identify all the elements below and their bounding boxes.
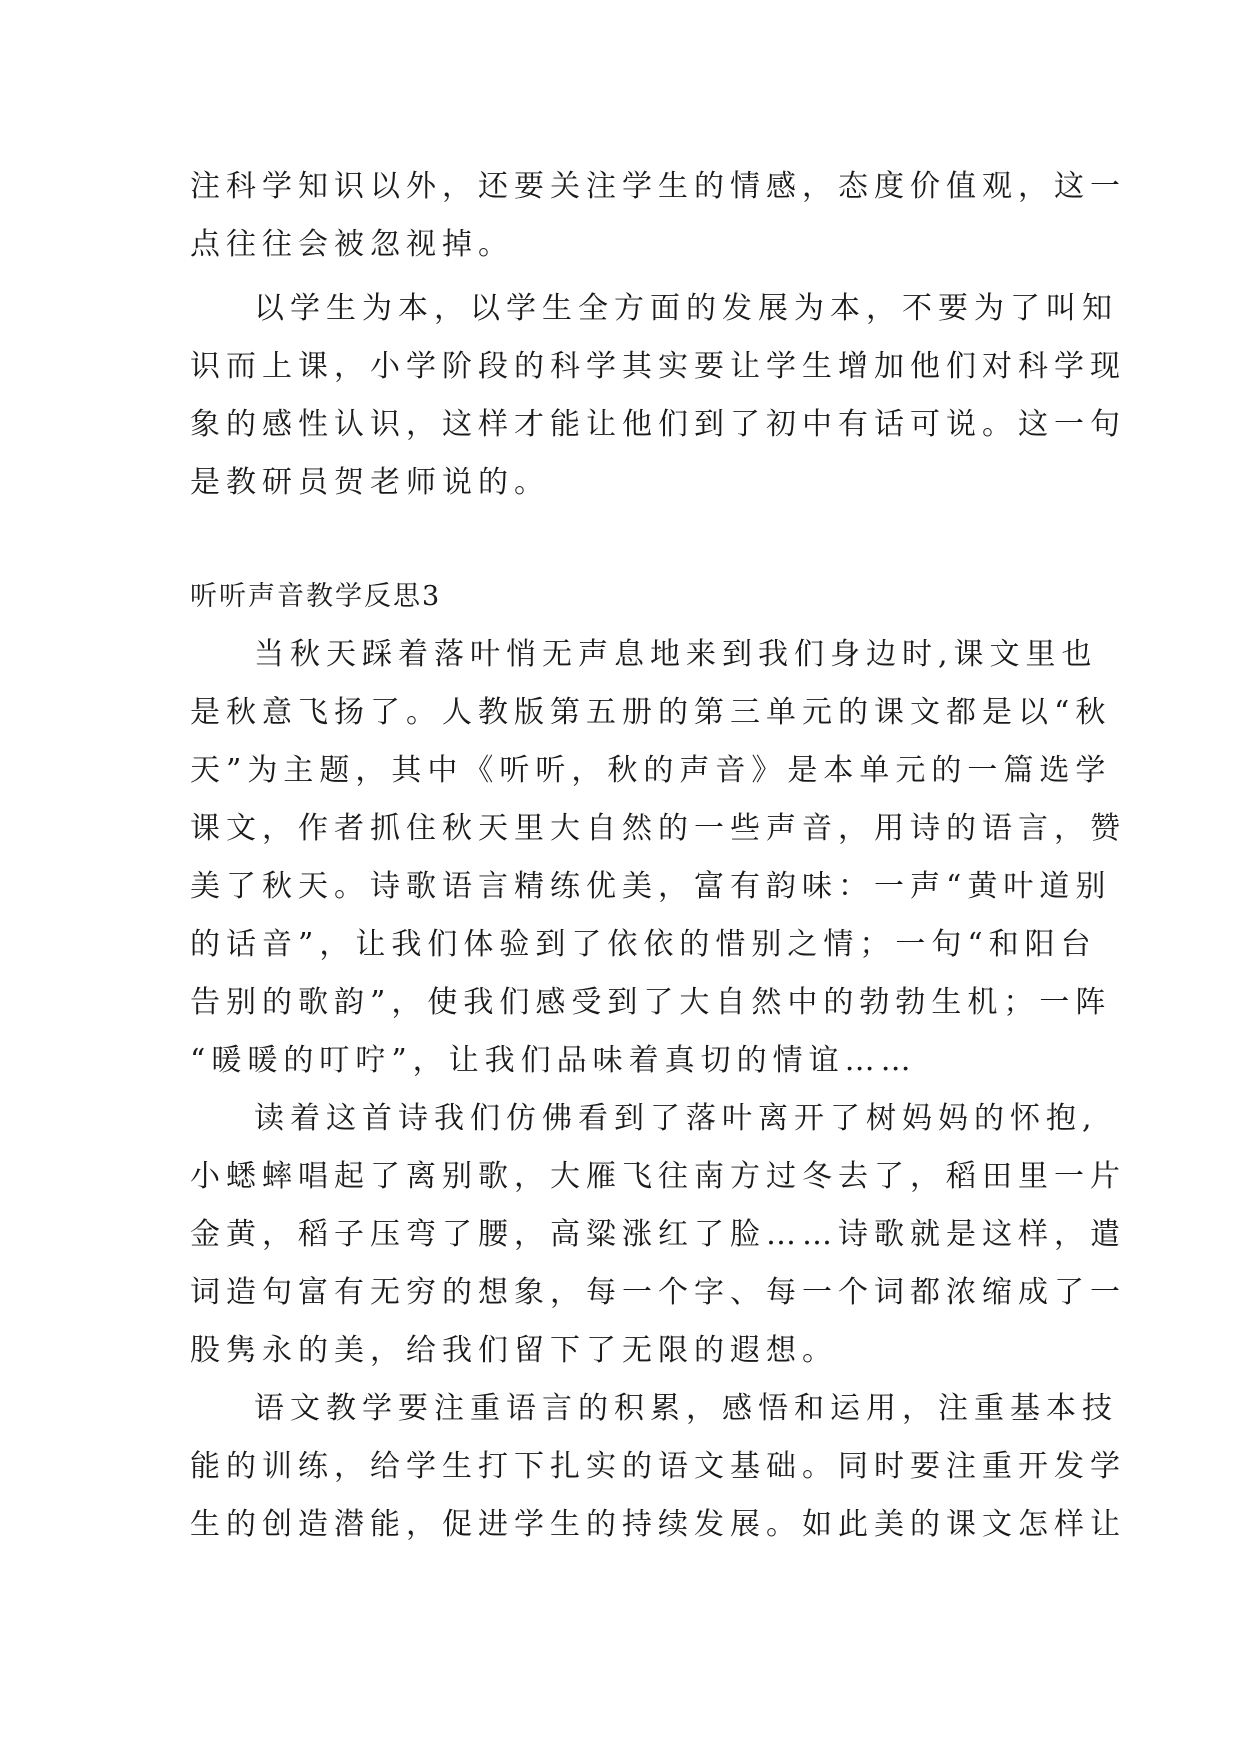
text-line: 小蟋蟀唱起了离别歌，大雁飞往南方过冬去了，稻田里一片: [190, 1159, 1126, 1194]
document-body: [190, 158, 1126, 1554]
text-line: 美了秋天。诗歌语言精练优美，富有韵味：一声“黄叶道别: [190, 869, 1112, 904]
section-title: 听听声音教学反思3: [190, 581, 442, 612]
text-line: 的话音”，让我们体验到了依依的惜别之情；一句“和阳台: [190, 927, 1097, 962]
section-heading: [190, 568, 1052, 626]
paragraph-continued: [190, 158, 1126, 274]
text-line: 读着这首诗我们仿佛看到了落叶离开了树妈妈的怀抱,: [254, 1101, 1098, 1136]
text-line: 象的感性认识，这样才能让他们到了初中有话可说。这一句: [190, 407, 1126, 442]
text-line: 当秋天踩着落叶悄无声息地来到我们身边时,课文里也: [254, 637, 1098, 672]
text-line: “暖暖的叮咛”，让我们品味着真切的情谊……: [190, 1043, 917, 1078]
text-line: 金黄，稻子压弯了腰，高粱涨红了脸……诗歌就是这样，遣: [190, 1217, 1126, 1252]
text-line: 课文，作者抓住秋天里大自然的一些声音，用诗的语言，赞: [190, 811, 1126, 846]
section-spacer: [190, 512, 1052, 568]
text-line: 注科学知识以外，还要关注学生的情感，态度价值观，这一: [190, 169, 1126, 204]
text-line: 词造句富有无穷的想象，每一个字、每一个词都浓缩成了一: [190, 1275, 1126, 1310]
text-line: 以学生为本，以学生全方面的发展为本，不要为了叫知: [254, 291, 1118, 326]
paragraph: [190, 280, 1126, 512]
paragraph: [190, 1090, 1126, 1380]
text-line: 天”为主题，其中《听听，秋的声音》是本单元的一篇选学: [190, 753, 1112, 788]
text-line: 是教研员贺老师说的。: [190, 465, 550, 500]
text-line: 股隽永的美，给我们留下了无限的遐想。: [190, 1333, 838, 1368]
text-line: 识而上课，小学阶段的科学其实要让学生增加他们对科学现: [190, 349, 1126, 384]
text-line: 生的创造潜能，促进学生的持续发展。如此美的课文怎样让: [190, 1507, 1126, 1542]
text-line: 能的训练，给学生打下扎实的语文基础。同时要注重开发学: [190, 1449, 1126, 1484]
text-line: 语文教学要注重语言的积累，感悟和运用，注重基本技: [254, 1391, 1118, 1426]
paragraph: [190, 1380, 1126, 1554]
text-line: 是秋意飞扬了。人教版第五册的第三单元的课文都是以“秋: [190, 695, 1112, 730]
text-line: 告别的歌韵”，使我们感受到了大自然中的勃勃生机；一阵: [190, 985, 1112, 1020]
text-line: 点往往会被忽视掉。: [190, 227, 514, 262]
paragraph: [190, 626, 1126, 1090]
